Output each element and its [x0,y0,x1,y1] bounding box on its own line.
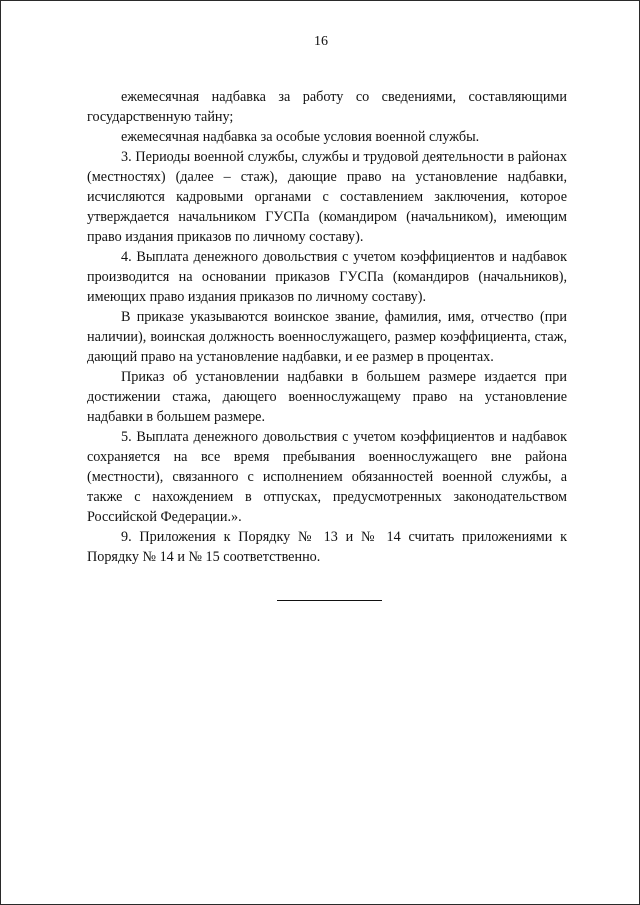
paragraph-item-5: 5. Выплата денежного довольствия с учетом коэффициентов и надбавок сохраняется на все время пребывания военнослужащего вне района (местности), связанного с исполнением обязанностей военной службы, а также с нахождением в отпусках, предусмотренных законодательством Российской Федерации.». [87,429,567,525]
paragraph-item-4: 4. Выплата денежного довольствия с учетом коэффициентов и надбавок производится на основании приказов ГУСПа (командиров (начальников), имеющих право издания приказов по личному составу). [87,249,567,305]
paragraph-item-3: 3. Периоды военной службы, службы и трудовой деятельности в районах (местностях) (далее – стаж), дающие право на установление надбавки, исчисляются кадровыми органами с составлением заключения, которое утверждается начальником ГУСПа (командиром (начальником), имеющим право издания приказов по личному составу). [87,149,567,245]
page-number: 16 [314,34,328,49]
paragraph-item-9: 9. Приложения к Порядку № 13 и № 14 считать приложениями к Порядку № 14 и № 15 соответственно. [87,529,567,565]
document-body [87,87,567,567]
end-separator-line [277,600,382,601]
paragraph-allowance-secrecy: ежемесячная надбавка за работу со сведениями, составляющими государственную тайну; [87,89,567,125]
paragraph-order-higher-allowance: Приказ об установлении надбавки в большем размере издается при достижении стажа, дающего военнослужащему право на установление надбавки в большем размере. [87,369,567,425]
paragraph-order-contents: В приказе указываются воинское звание, фамилия, имя, отчество (при наличии), воинская должность военнослужащего, размер коэффициента, стаж, дающий право на установление надбавки, и ее размер в процентах. [87,309,567,365]
paragraph-allowance-special-conditions: ежемесячная надбавка за особые условия военной службы. [121,129,480,145]
